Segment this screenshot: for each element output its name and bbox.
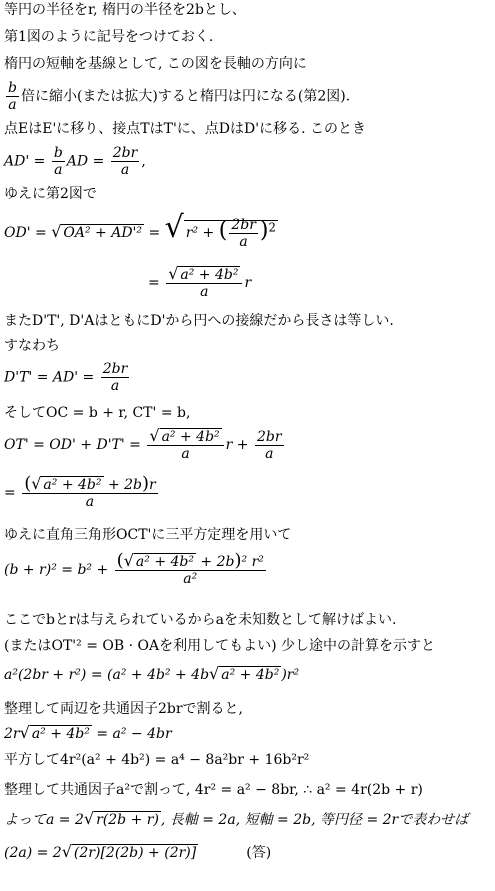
equation-answer: (2a) = 2√ (2r)[2(2b) + (2r)] (答) (4, 842, 272, 861)
answer-mark: (答) (246, 845, 272, 861)
equation-ad-prime: AD' = $\frac{b}{a}$ AD = $\frac{2br}{a}$ , (4, 145, 146, 178)
text-line-7: ゆえに第2図で (4, 186, 97, 202)
text-line-4: $\frac{b}{a}$ 倍に縮小(または拡大)すると楕円は円になる(第2図). (8, 80, 351, 113)
text-line-24: 整理して共通因子a²で割って, 4r² = a² − 8br, ∴ a² = 4r(2b + r) (4, 782, 423, 798)
text-line-10: またD'T', D'AはともにD'から円への接線だから長さは等しい. (4, 313, 394, 329)
text-line-11: すなわち (4, 338, 60, 354)
equation-line-22: 2r√ a² + 4b² = a² − 4br (4, 723, 172, 742)
text-line-1: 等円の半径をr, 楕円の半径を2bとし、 (4, 2, 246, 18)
text-line-21: 整理して両辺を共通因子2brで割ると, (4, 701, 244, 717)
text-line-2: 第1図のように記号をつけておく. (4, 29, 214, 45)
text-line-19: (またはOT'² = OB · OAを利用してもよい) 少し途中の計算を示すと (4, 638, 435, 654)
text-line-5: 点EはE'に移り、接点TはT'に、点DはD'に移る. このとき (4, 121, 367, 137)
text-line-23: 平方して4r²(a² + 4b²) = a⁴ − 8a²br + 16b²r² (4, 752, 310, 768)
equation-line-25: よってa = 2√ r(2b + r) , 長軸 = 2a, 短軸 = 2b, 等円径 = 2rで表わせば (4, 809, 469, 828)
text-line-16: ゆえに直角三角形OCT'に三平方定理を用いて (4, 527, 292, 543)
text-line-3: 楕円の短軸を基線として, この図を長軸の方向に (4, 56, 307, 72)
equation-pythagoras: (b + r)² = b² + $\frac{\text{(√ a² + 4b² + 2b)² r²}}{\text{a²}}$ (4, 550, 264, 587)
equation-od-prime: OD' = √ OA² + AD'² = √ r² + ( $\frac{2br}{a}$ )$^2$ (4, 210, 276, 250)
equation-line-20: a²(2br + r²) = (a² + 4b² + 4b√ a² + 4b² )r² (4, 664, 300, 683)
equation-dt-prime: D'T' = AD' = $\frac{2br}{a}$ (4, 361, 128, 394)
equation-ot-prime: OT' = OD' + D'T' = $\frac{\text{√ a² + 4b²}}{a}$ r + $\frac{2br}{a}$ (4, 426, 282, 462)
text-line-13: そしてOC = b + r, CT' = b, (4, 405, 191, 421)
text-line-18: ここでbとrは与えられているからaを未知数として解けばよい. (4, 612, 397, 628)
equation-ot-prime-combined: = $\frac{\text{(√ a² + 4b² + 2b)r}}{a}$ (4, 473, 156, 510)
equation-od-prime-result: = $\frac{\text{√ a² + 4b²}}{a}$ r (148, 264, 252, 300)
fraction-b-over-a: $\frac{b}{a}$ (8, 80, 17, 113)
